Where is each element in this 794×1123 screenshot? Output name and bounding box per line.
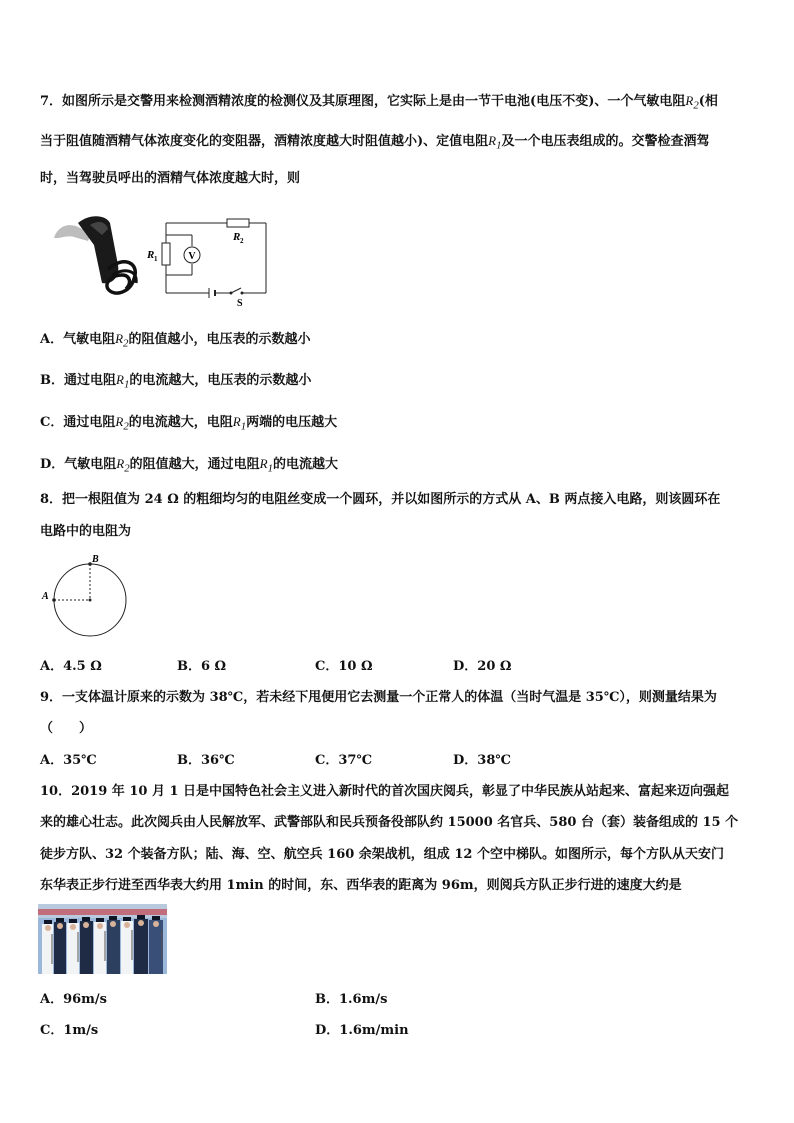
q10-line-3	[40, 843, 724, 862]
q7-option-a-r: R	[115, 331, 124, 346]
q7-r2-subscript: 2	[693, 99, 699, 112]
q9-option-a[interactable]: A．35℃	[40, 753, 97, 768]
q10-option-b[interactable]: B．1.6m/s	[315, 992, 388, 1007]
q7-circuit-diagram	[145, 213, 275, 308]
q9-line-1-text: 9．一支体温计原来的示数为 38℃，若未经下甩便用它去测量一个正常人的体温（当时气温是 35℃），则测量结果为	[40, 690, 717, 705]
voltmeter-label: V	[188, 251, 196, 262]
q9-option-b[interactable]: B．36℃	[177, 753, 235, 768]
q7-option-a[interactable]	[40, 328, 310, 350]
q7-option-c-r2: R	[232, 414, 241, 429]
q7-option-d-sub: 2	[124, 462, 130, 475]
q7-r1-subscript: 1	[496, 139, 502, 152]
q7-option-a-post: 的阻值越小，电压表的示数越小	[128, 332, 311, 347]
q8-line-2	[40, 520, 131, 539]
q7-option-b-sub: 1	[123, 378, 130, 391]
q10-line-1	[40, 780, 729, 799]
q9-line-1	[40, 686, 717, 705]
switch-lever	[231, 288, 241, 293]
parade-photo	[38, 904, 167, 974]
point-a-label: A	[42, 591, 49, 602]
q9-option-d[interactable]: D．38℃	[453, 753, 511, 768]
q7-option-d-r: R	[116, 456, 125, 471]
q10-option-a[interactable]: A．96m/s	[40, 992, 107, 1007]
switch-label: S	[237, 298, 243, 308]
q10-line-2	[40, 811, 738, 830]
q7-option-d-r2: R	[259, 456, 268, 471]
q8-line-2-text: 电路中的电阻为	[40, 524, 132, 539]
q9-option-c[interactable]: C．37℃	[315, 753, 373, 768]
q8-option-d[interactable]: D．20 Ω	[453, 659, 512, 674]
point-b-label: B	[92, 554, 99, 565]
q8-ring-diagram	[38, 552, 133, 642]
q7-option-c-sub2: 1	[240, 420, 247, 433]
q10-option-d[interactable]: D．1.6m/min	[315, 1023, 409, 1038]
q9-line-2	[40, 717, 92, 736]
q7-line-2b: 及一个电压表组成的。交警检查酒驾	[501, 134, 710, 149]
q7-line-1b: (相	[698, 94, 718, 109]
q7-option-d[interactable]	[40, 453, 338, 475]
q7-option-d-pre: D．气敏电阻	[40, 457, 117, 472]
breathalyzer-image	[48, 205, 151, 303]
q7-line-1a: 7．如图所示是交警用来检测酒精浓度的检测仪及其原理图，它实际上是由一节干电池(电压不变)、一个气敏电阻	[40, 94, 686, 109]
q7-option-d-post2: 的电流越大	[273, 457, 339, 472]
q9-answer-blank: （ ）	[40, 721, 93, 736]
q7-option-b-pre: B．通过电阻	[40, 373, 116, 388]
q8-option-b[interactable]: B．6 Ω	[177, 659, 227, 674]
q7-option-d-sub2: 1	[267, 462, 274, 475]
q7-r1-symbol: R	[488, 133, 497, 148]
q7-option-c-sub: 2	[123, 420, 129, 433]
r1-label-sub: 1	[154, 255, 158, 263]
q7-r2-symbol: R	[685, 93, 694, 108]
r2-label: R	[233, 231, 241, 243]
q7-option-c-r: R	[115, 414, 124, 429]
q10-line-3-text: 徒步方队、32 个装备方队；陆、海、空、航空兵 160 余架战机，组成 12 个空中梯队。如图所示，每个方队从天安门	[40, 847, 724, 862]
r1-resistor	[162, 243, 170, 265]
q7-option-c-post: 的电流越大，电阻	[128, 415, 233, 430]
q7-option-c[interactable]	[40, 411, 337, 433]
q10-option-c[interactable]: C．1m/s	[40, 1023, 99, 1038]
q7-option-c-post2: 两端的电压越大	[246, 415, 338, 430]
q7-option-c-pre: C．通过电阻	[40, 415, 116, 430]
point-a-dot	[52, 598, 56, 602]
q7-line-2a: 当于阻值随酒精气体浓度变化的变阻器，酒精浓度越大时阻值越小)、定值电阻	[40, 134, 489, 149]
q7-line-2	[40, 130, 710, 152]
q8-line-1	[40, 488, 720, 507]
r2-label-sub: 2	[240, 237, 244, 245]
r1-label: R	[147, 249, 155, 261]
q7-option-a-sub: 2	[123, 337, 129, 350]
r2-resistor	[227, 219, 249, 227]
q8-option-a[interactable]: A．4.5 Ω	[40, 659, 102, 674]
q10-line-4-text: 东华表正步行进至西华表大约用 1min 的时间，东、西华表的距离为 96m，则阅兵方队正步行进的速度大约是	[40, 878, 682, 893]
q7-option-b-post: 的电流越大，电压表的示数越小	[129, 373, 312, 388]
q10-line-4	[40, 874, 682, 893]
q8-option-c[interactable]: C．10 Ω	[315, 659, 373, 674]
q10-line-1-text: 10．2019 年 10 月 1 日是中国特色社会主义进入新时代的首次国庆阅兵，彰显了中华民族从站起来、富起来迈向强起	[40, 784, 730, 799]
q7-option-b-r: R	[116, 372, 124, 387]
q7-line-3-text: 时，当驾驶员呼出的酒精气体浓度越大时，则	[40, 171, 301, 186]
q7-option-a-pre: A．气敏电阻	[40, 332, 116, 347]
q7-line-1	[40, 90, 718, 112]
q10-line-2-text: 来的雄心壮志。此次阅兵由人民解放军、武警部队和民兵预备役部队约 15000 名官兵、580 台（套）装备组成的 15 个	[40, 815, 739, 830]
q7-option-b[interactable]	[40, 369, 311, 391]
q8-line-1-text: 8．把一根阻值为 24 Ω 的粗细均匀的电阻丝变成一个圆环，并以如图所示的方式从 A、B 两点接入电路，则该圆环在	[40, 492, 721, 507]
q7-line-3	[40, 167, 300, 186]
q7-option-d-post: 的阻值越大，通过电阻	[129, 457, 260, 472]
center-dot	[89, 599, 92, 602]
